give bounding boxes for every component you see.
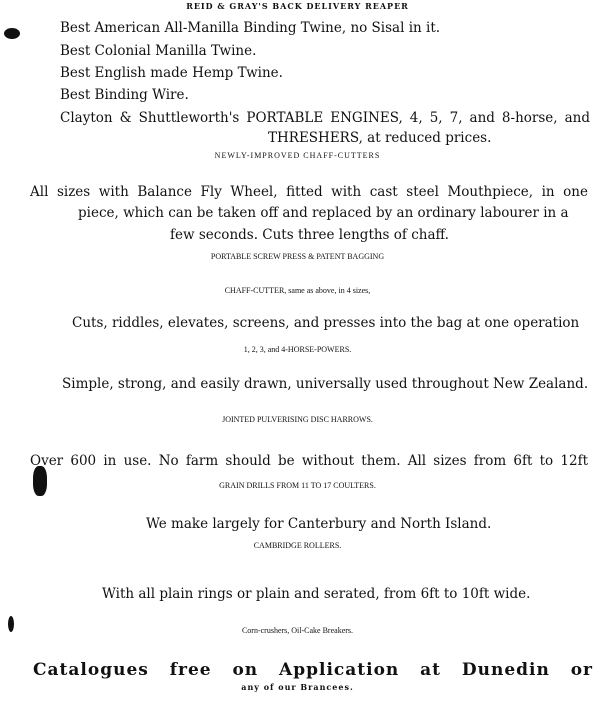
best-item: Best Colonial Manilla Twine. <box>60 43 257 59</box>
horse-line: Simple, strong, and easily drawn, universally used throughout New Zealand. <box>62 376 589 392</box>
chaff-heading: NEWLY-IMPROVED CHAFF-CUTTERS <box>214 151 381 160</box>
chaff-line: piece, which can be taken off and replaced by an ordinary labourer in a <box>78 205 569 221</box>
crushers-heading: Corn-crushers, Oil-Cake Breakers. <box>241 626 354 635</box>
best-item: Best Binding Wire. <box>60 87 189 103</box>
footer-line: Catalogues free on Application at Dunedin or <box>33 660 593 680</box>
best-item: Best American All-Manilla Binding Twine, no Sisal in it. <box>60 20 441 36</box>
engines-line: Clayton & Shuttleworth's PORTABLE ENGINES, 4, 5, 7, and 8-horse, and <box>60 110 590 126</box>
press-heading: PORTABLE SCREW PRESS & PATENT BAGGING <box>210 252 385 261</box>
press-heading-2: CHAFF-CUTTER, same as above, in 4 sizes, <box>224 286 371 295</box>
press-line: Cuts, riddles, elevates, screens, and presses into the bag at one operation <box>72 315 580 331</box>
drills-heading: GRAIN DRILLS FROM 11 TO 17 COULTERS. <box>219 481 376 490</box>
drills-line: We make largely for Canterbury and North Island. <box>146 516 492 532</box>
engines-line: THRESHERS, at reduced prices. <box>268 130 492 146</box>
ink-blot <box>4 28 20 39</box>
harrows-heading: JOINTED PULVERISING DISC HARROWS. <box>222 415 373 424</box>
harrows-line: Over 600 in use. No farm should be without them. All sizes from 6ft to 12ft <box>30 453 588 469</box>
chaff-line: All sizes with Balance Fly Wheel, fitted with cast steel Mouthpiece, in one <box>30 184 588 200</box>
header-title: REID & GRAY'S BACK DELIVERY REAPER <box>186 1 409 11</box>
rollers-line: With all plain rings or plain and serated, from 6ft to 10ft wide. <box>102 586 531 602</box>
chaff-line: few seconds. Cuts three lengths of chaff. <box>170 227 449 243</box>
rollers-heading: CAMBRIDGE ROLLERS. <box>253 541 342 550</box>
ink-blot <box>33 466 47 496</box>
best-item: Best English made Hemp Twine. <box>60 65 283 81</box>
horse-heading: 1, 2, 3, and 4-HORSE-POWERS. <box>243 345 352 354</box>
footer-line-2: any of our Brancees. <box>241 682 354 692</box>
